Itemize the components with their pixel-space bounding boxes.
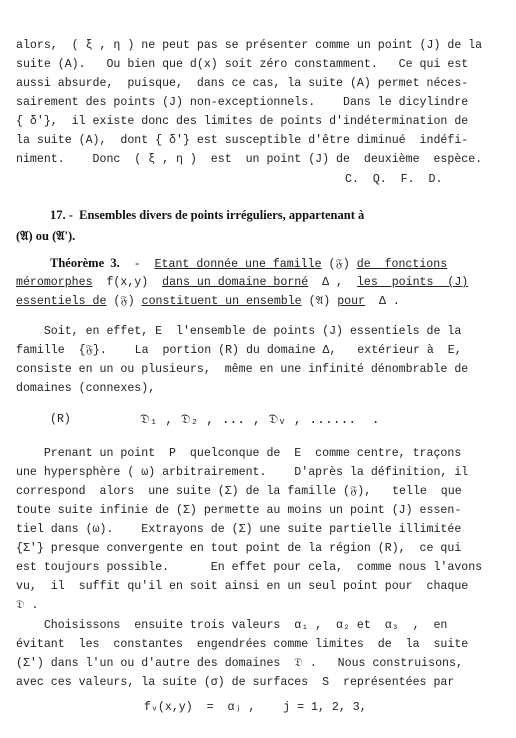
theorem-line-1: Théorème 3. - Etant donnée une famille (𝔉) de fonctions xyxy=(50,256,448,271)
qed-mark: C. Q. F. D. xyxy=(345,173,443,186)
text-line: alors, ( ξ , η ) ne peut pas se présenter comme un point (J) de la xyxy=(16,39,483,52)
text-line: { δ'}, il existe donc des limites de points d'indétermination de xyxy=(16,115,469,128)
text-line: (Σ') dans l'un ou d'autre des domaines 𝔇 . Nous construisons, xyxy=(16,657,463,670)
theorem-line-3: essentiels de (𝔉) constituent un ensemble (𝔄) pour Δ . xyxy=(16,295,400,308)
text-line: avec ces valeurs, la suite (σ) de surfaces S représentées par xyxy=(16,676,455,689)
text-line: la suite (A), dont { δ'} est susceptible d'être diminué indéfi- xyxy=(16,134,469,147)
text-line: aussi absurde, puisque, dans ce cas, la suite (A) permet néces- xyxy=(16,77,469,90)
text-line: Soit, en effet, E l'ensemble de points (J) essentiels de la xyxy=(16,325,462,338)
text-line: sairement des points (J) non-exceptionnels. Dans le dicylindre xyxy=(16,96,469,109)
display-formula-2: fᵥ(x,y) = αⱼ , j = 1, 2, 3, xyxy=(144,701,367,714)
text-line: domaines (connexes), xyxy=(16,382,156,395)
text-line: tiel dans (ω). Extrayons de (Σ) une suite partielle illimitée xyxy=(16,523,462,536)
text-line: vu, il suffit qu'il en soit ainsi en un seul point pour chaque xyxy=(16,580,469,593)
text-line: 𝔇 . xyxy=(16,599,39,612)
text-line: suite (A). Ou bien que d(x) soit zéro constamment. Ce qui est xyxy=(16,58,469,71)
text-line: correspond alors une suite (Σ) de la famille (𝔉), telle que xyxy=(16,485,462,498)
text-line: {Σ'} presque convergente en tout point de la région (R), ce qui xyxy=(16,542,462,555)
text-line: consiste en un ou plusieurs, même en une infinité dénombrable de xyxy=(16,363,469,376)
text-line: Choisissons ensuite trois valeurs α₁ , α₂ et α₃ , en xyxy=(16,619,448,632)
text-line: Prenant un point P quelconque de E comme centre, traçons xyxy=(16,447,462,460)
text-line: évitant les constantes engendrées comme limites de la suite xyxy=(16,638,469,651)
display-formula: 𝔇₁ , 𝔇₂ , ... , 𝔇ᵥ , ...... . xyxy=(140,412,380,427)
text-line: famille {𝔉}. La portion (R) du domaine Δ, extérieur à E, xyxy=(16,344,462,357)
theorem-line-2: méromorphes f(x,y) dans un domaine borné Δ , les points (J) xyxy=(16,276,469,289)
section-heading: 17. - Ensembles divers de points irréguliers, appartenant à xyxy=(50,208,365,222)
text-line: est toujours possible. En effet pour cela, comme nous l'avons xyxy=(16,561,483,574)
text-line: toute suite infinie de (Σ) permette au moins un point (J) essen- xyxy=(16,504,462,517)
text-line: une hypersphère ( ω) arbitrairement. D'après la définition, il xyxy=(16,466,469,479)
section-heading-continued: (𝔄) ou (𝔄'). xyxy=(16,229,76,243)
formula-label: (R) xyxy=(50,413,71,426)
theorem-label: Théorème 3. xyxy=(50,256,120,270)
text-line: niment. Donc ( ξ , η ) est un point (J) de deuxième espèce. xyxy=(16,153,483,166)
